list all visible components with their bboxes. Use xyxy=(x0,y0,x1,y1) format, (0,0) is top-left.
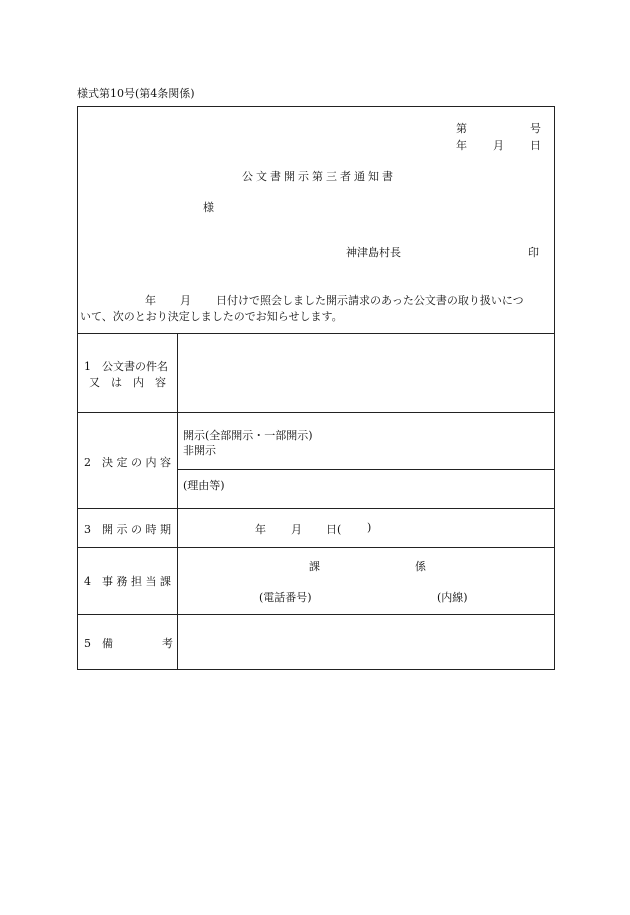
timing-label-cell xyxy=(78,509,178,547)
remarks-label-number: 5 備 xyxy=(84,637,113,650)
form-number: 様式第10号(第4条関係) xyxy=(77,87,195,100)
dept-row xyxy=(78,548,554,615)
body-month: 月 xyxy=(180,294,191,307)
body-text-line2: いて、次のとおり決定しましたのでお知らせします。 xyxy=(80,310,343,323)
subject-value xyxy=(178,333,554,412)
decision-row xyxy=(78,413,554,509)
dept-phone-label: (電話番号) xyxy=(259,591,312,604)
document-number-prefix: 第 xyxy=(456,122,467,135)
decision-value xyxy=(178,413,554,508)
document-title: 公文書開示第三者通知書 xyxy=(242,170,396,183)
subject-label-cell xyxy=(78,333,178,412)
date-month: 月 xyxy=(493,139,504,152)
document-number-suffix: 号 xyxy=(530,122,541,135)
decision-option-nondisclose: 非開示 xyxy=(183,444,216,457)
date-year: 年 xyxy=(456,139,467,152)
dept-extension-label: (内線) xyxy=(437,591,468,604)
decision-divider xyxy=(178,469,554,470)
timing-month: 月 xyxy=(291,523,302,536)
dept-section-suffix: 課 xyxy=(309,560,320,573)
remarks-label-end: 考 xyxy=(162,637,173,650)
timing-value xyxy=(178,509,554,547)
dept-subsection-suffix: 係 xyxy=(415,560,426,573)
timing-day: 日( xyxy=(326,523,342,536)
notice-header xyxy=(78,107,554,334)
dept-label: 4 事 務 担 当 課 xyxy=(84,575,171,588)
seal-mark: 印 xyxy=(528,246,539,259)
body-text-line1: 日付けで照会しました開示請求のあった公文書の取り扱いにつ xyxy=(216,294,524,307)
timing-row xyxy=(78,509,554,548)
date-day: 日 xyxy=(530,139,541,152)
subject-label-line1: 1 公文書の件名 xyxy=(84,360,168,373)
addressee-suffix: 様 xyxy=(203,201,214,214)
decision-label: 2 決 定 の 内 容 xyxy=(84,456,171,469)
remarks-value xyxy=(178,615,554,669)
subject-row xyxy=(78,333,554,413)
timing-year: 年 xyxy=(255,523,266,536)
remarks-label-cell xyxy=(78,615,178,669)
notice-form xyxy=(77,106,555,670)
dept-value xyxy=(178,548,554,614)
decision-label-cell xyxy=(78,413,178,508)
sender-name: 神津島村長 xyxy=(346,246,401,259)
decision-option-disclose: 開示(全部開示・一部開示) xyxy=(183,429,313,442)
timing-label: 3 開 示 の 時 期 xyxy=(84,523,171,536)
body-year: 年 xyxy=(145,294,156,307)
timing-close: ) xyxy=(367,521,372,534)
remarks-row xyxy=(78,615,554,669)
subject-label-line2: 又 は 内 容 xyxy=(89,376,166,389)
decision-reason-label: (理由等) xyxy=(183,479,225,492)
dept-label-cell xyxy=(78,548,178,614)
